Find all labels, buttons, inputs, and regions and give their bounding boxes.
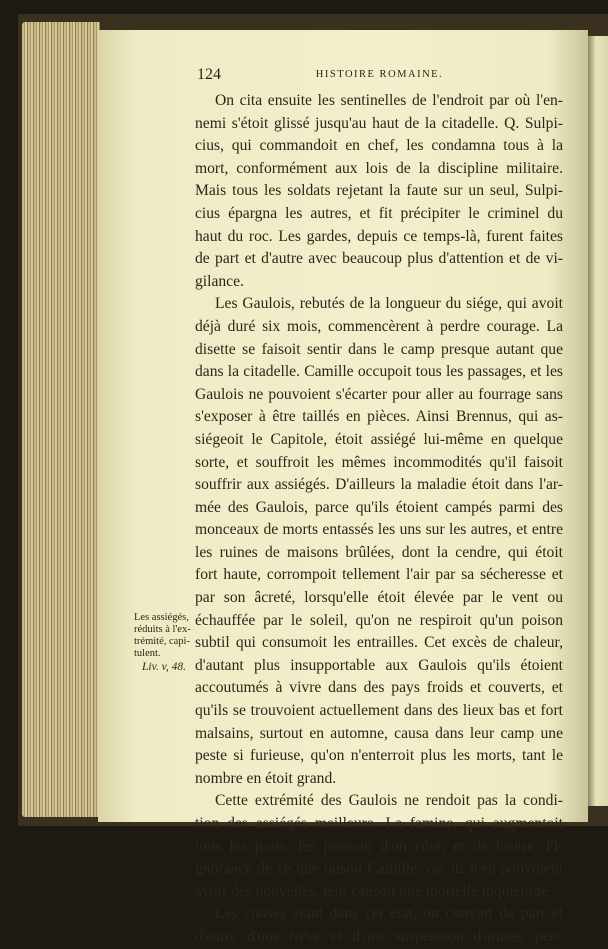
text-line: gilance. xyxy=(195,272,244,290)
text-line: de part et d'autre avec beaucoup plus d'attention et de vi- xyxy=(195,250,563,268)
page-number: 124 xyxy=(197,66,221,83)
text-line: qu'ils se trouvoient actuellement dans des lieux bas et fort xyxy=(195,702,563,720)
text-line: nombre en étoit grand. xyxy=(195,769,337,787)
text-line: monceaux de morts entassés les uns sur les autres, et entre xyxy=(195,521,563,539)
margin-note-line: réduits à l'ex- xyxy=(134,624,191,635)
text-line: Mais tous les soldats rejetant la faute sur un seul, Sulpi- xyxy=(195,182,563,200)
text-line: Gaulois ne pouvoient s'écarter pour aller au fourrage sans xyxy=(195,385,563,403)
text-line: haut du roc. Les gardes, depuis ce temps-là, furent faites xyxy=(195,227,563,245)
text-line: les ruines de maisons brûlées, dont la cendre, qui étoit xyxy=(195,543,563,561)
text-line: cius épargna les autres, et fit précipiter le criminel du xyxy=(195,204,563,222)
text-line: d'autant plus insupportable aux Gaulois qu'ils étoient xyxy=(195,656,563,674)
text-line: siégeoit le Capitole, étoit assiégé lui-même en quelque xyxy=(195,430,563,448)
text-line: échauffée par le soleil, qu'on ne respiroit qu'un poison xyxy=(195,611,563,629)
text-line: Les choses étant dans cet état, on convint de part et xyxy=(215,905,563,923)
text-line: déjà duré six mois, commencèrent à perdre courage. La xyxy=(195,317,563,335)
text-line: tous les jours, les pressoit d'un côté; et de l'autre, l'i- xyxy=(195,837,563,855)
text-line: On cita ensuite les sentinelles de l'endroit par où l'en- xyxy=(215,92,563,109)
margin-note-reference: Liv. v, 48. xyxy=(142,661,186,673)
text-line: d'autre d'une trêve et d'une suspension d'armes, pen- xyxy=(195,927,563,945)
text-line: subtil qui consumoit les entrailles. Cet excès de chaleur, xyxy=(195,634,563,652)
facing-page-edge xyxy=(588,36,608,806)
text-line: nemi s'étoit glissé jusqu'au haut de la citadelle. Q. Sulpi- xyxy=(195,114,563,132)
text-line: cius, qui commandoit en chef, les condamna tous à la xyxy=(195,137,563,155)
text-line: peste si furieuse, qu'on n'enterroit plus les morts, tant le xyxy=(195,747,563,765)
text-line: mort, conformément aux lois de la discipline militaire. xyxy=(195,159,563,177)
text-line: s'exposer à être taillés en pièces. Ainsi Brennus, qui as- xyxy=(195,408,563,426)
body-text xyxy=(195,90,563,949)
text-line: dans la citadelle. Camille occupoit tous les passages, et les xyxy=(195,363,563,381)
text-line: par son âcreté, lorsqu'elle étoit élevée par le vent ou xyxy=(195,589,563,607)
text-line: fort haute, corrompoit tellement l'air par sa sécheresse et xyxy=(195,566,563,584)
text-line: malsains, surtout en automne, causa dans leur camp une xyxy=(195,724,563,742)
margin-note-line: trémité, capi- xyxy=(134,636,190,647)
text-line: gnorance de ce que faisoit Camille, car ils n'en pouvoient xyxy=(195,860,563,878)
page-header xyxy=(197,66,562,86)
margin-note-line: Les assiégés, xyxy=(134,612,189,623)
text-line: accoutumés à vivre dans des pays froids et couverts, et xyxy=(195,679,563,697)
text-line: avoir des nouvelles, leur causoit une mortelle inquiétude. xyxy=(195,882,552,900)
margin-note-line: tulent. xyxy=(134,648,161,659)
page-edges xyxy=(22,22,100,817)
text-line: Les Gaulois, rebutés de la longueur du siége, qui avoit xyxy=(215,295,563,313)
running-title: HISTOIRE ROMAINE. xyxy=(315,69,444,80)
text-line: tion des assiégés meilleure. La famine, qui augmentoit xyxy=(195,815,563,832)
text-line: souffrir aux assiégés. D'ailleurs la maladie étoit dans l'ar- xyxy=(195,476,563,494)
text-line: sorte, et souffroit les mêmes incommodités qu'il faisoit xyxy=(195,453,563,471)
margin-note xyxy=(134,612,194,673)
text-line: mée des Gaulois, parce qu'ils étoient campés parmi des xyxy=(195,498,563,516)
text-line: disette se faisoit sentir dans le camp presque autant que xyxy=(195,340,563,358)
text-line: Cette extrémité des Gaulois ne rendoit pas la condi- xyxy=(215,792,563,810)
